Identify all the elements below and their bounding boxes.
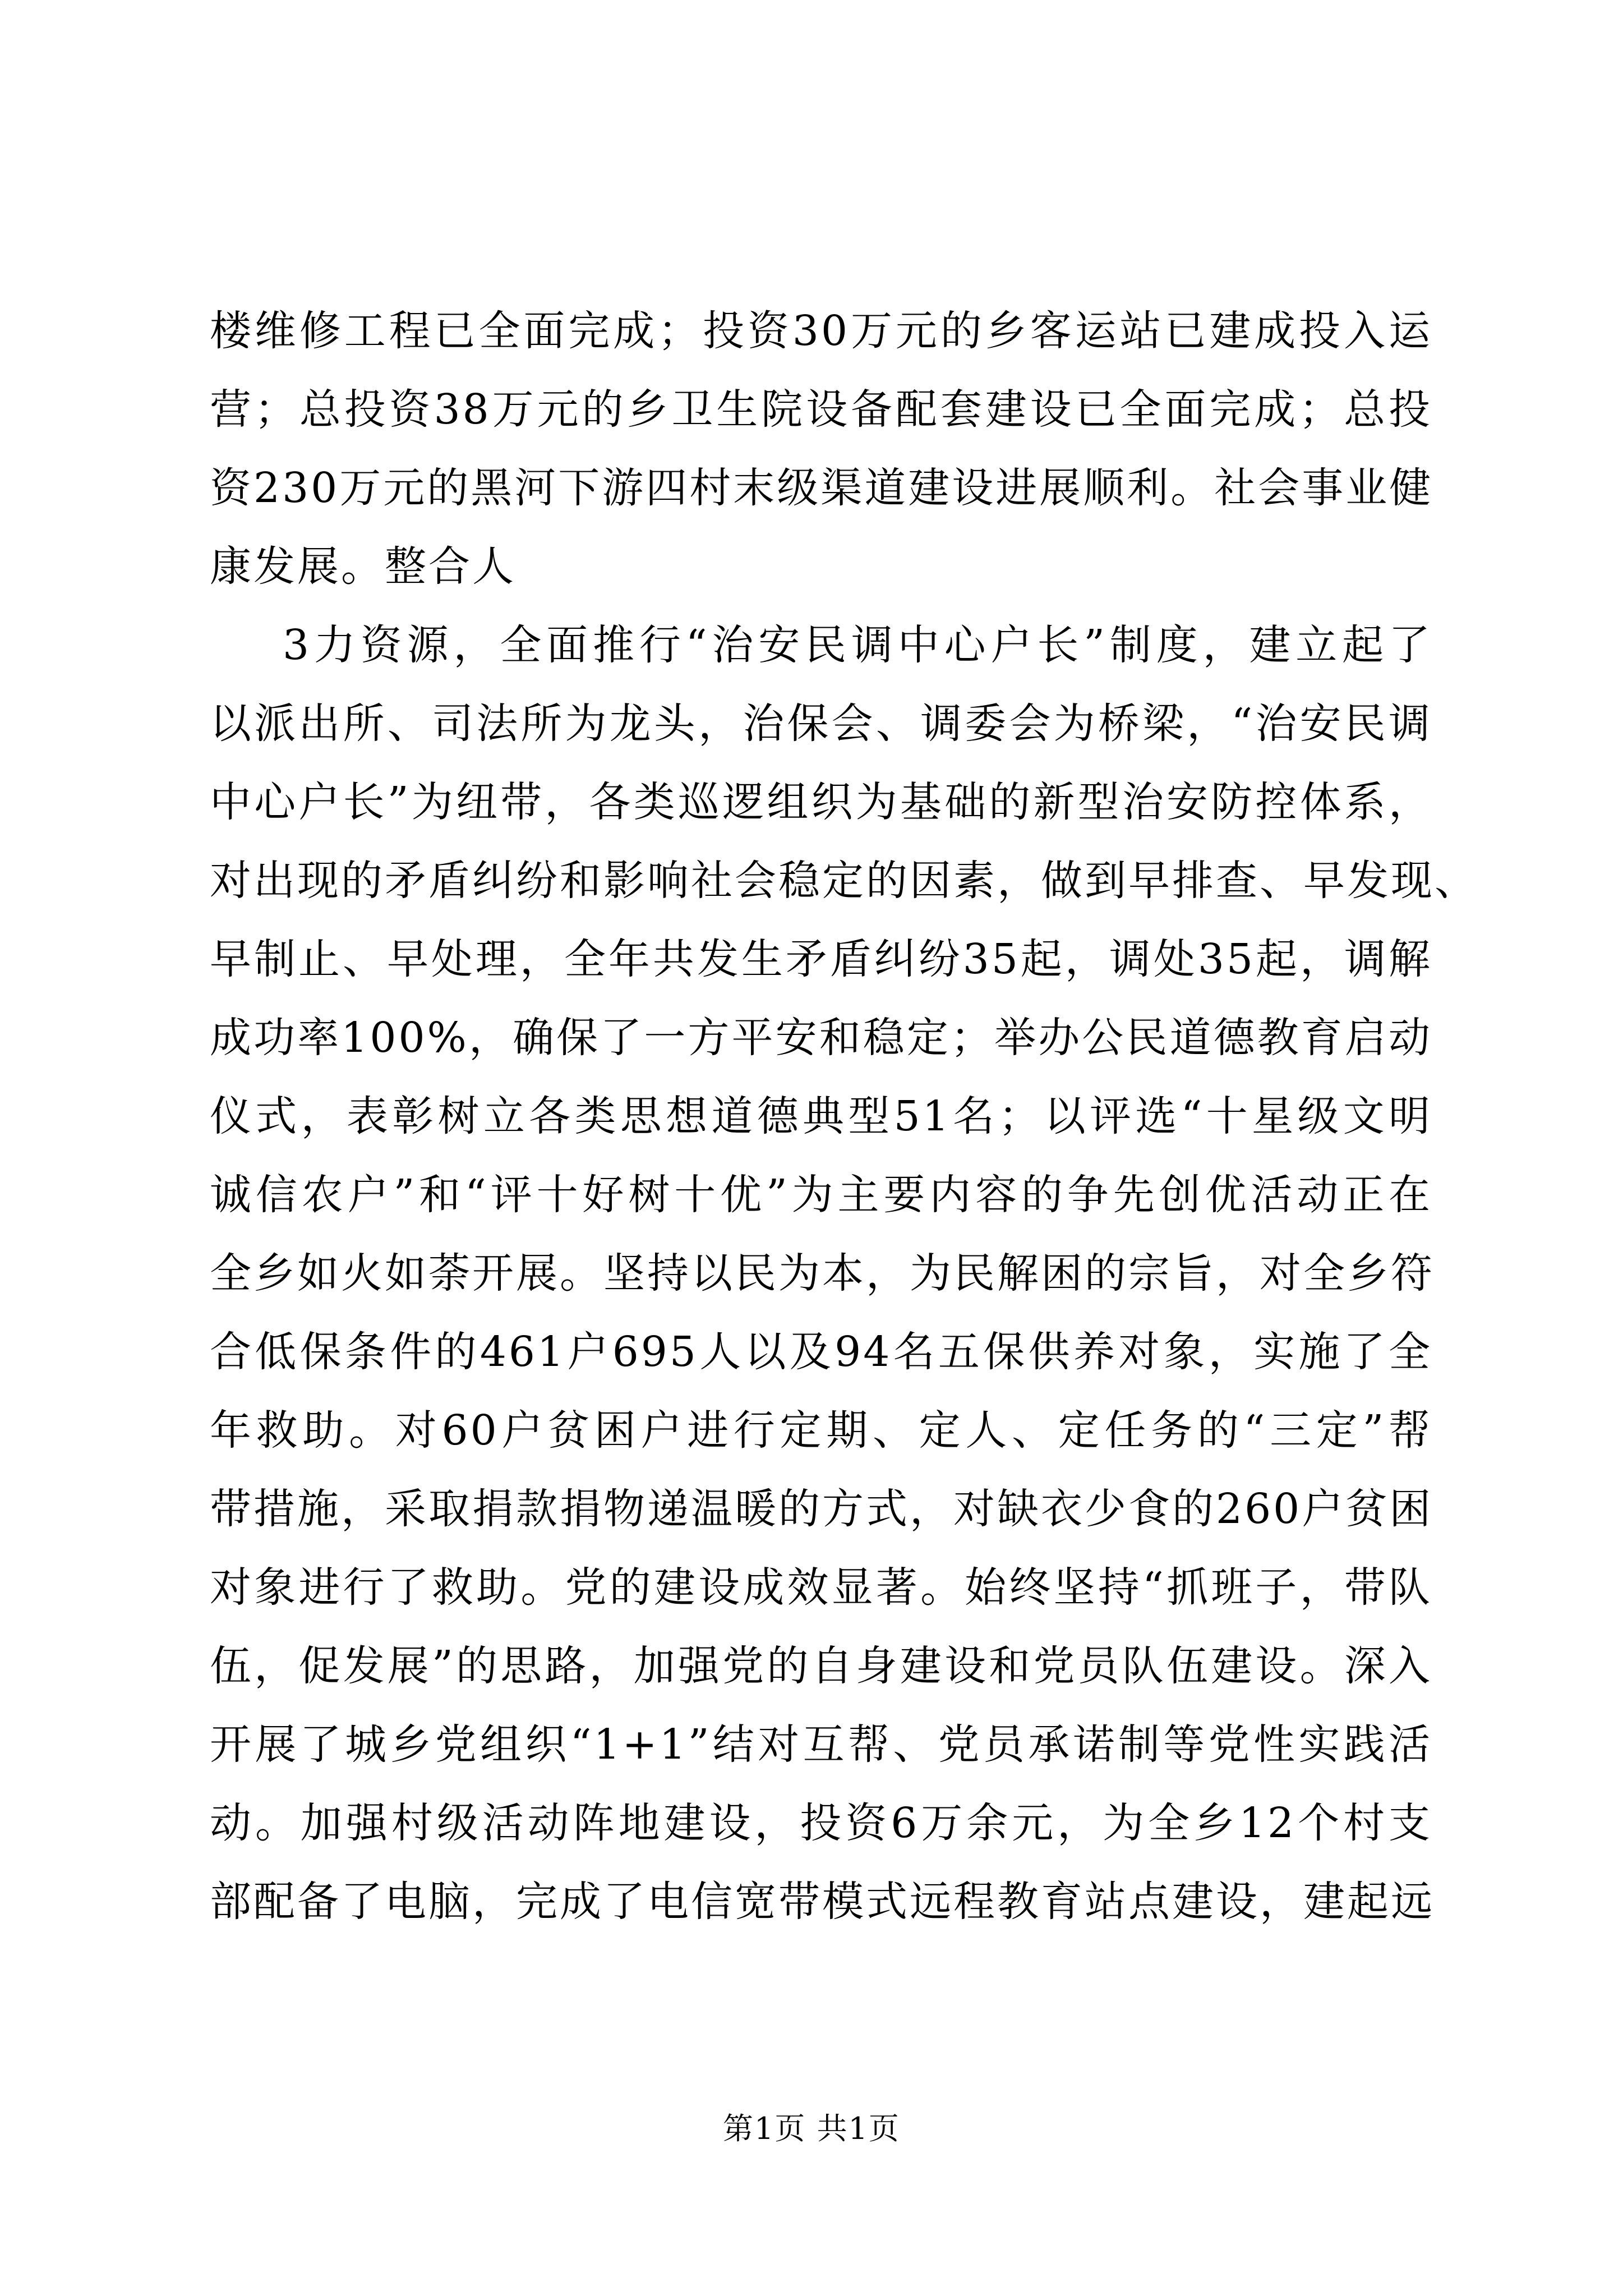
text-line: 年救助。对60户贫困户进行定期、定人、定任务的“三定”帮 (210, 1406, 1432, 1455)
page-footer (0, 2109, 1623, 2148)
text-line: 中心户长”为纽带，各类巡逻组织为基础的新型治安防控体系， (210, 778, 1432, 826)
text-line: 康发展。整合人 (210, 542, 516, 591)
text-line: 开展了城乡党组织“1+1”结对互帮、党员承诺制等党性实践活 (210, 1720, 1432, 1769)
text-line: 带措施，采取捐款捐物递温暖的方式，对缺衣少食的260户贫困 (210, 1485, 1433, 1533)
text-line: 诚信农户”和“评十好树十优”为主要内容的争先创优活动正在 (210, 1171, 1432, 1219)
text-line: 合低保条件的461户695人以及94名五保供养对象，实施了全 (210, 1328, 1432, 1376)
text-line: 对出现的矛盾纠纷和影响社会稳定的因素，做到早排查、早发现、 (210, 857, 1478, 905)
text-line: 仪式，表彰树立各类思想道德典型51名；以评选“十星级文明 (210, 1092, 1432, 1140)
paragraph-2 (210, 606, 1478, 1941)
text-line: 伍，促发展”的思路，加强党的自身建设和党员队伍建设。深入 (210, 1642, 1432, 1690)
text-line: 动。加强村级活动阵地建设，投资6万余元，为全乡12个村支 (210, 1799, 1432, 1847)
text-line: 早制止、早处理，全年共发生矛盾纠纷35起，调处35起，调解 (210, 935, 1432, 983)
text-line: 以派出所、司法所为龙头，治保会、调委会为桥梁，“治安民调 (210, 700, 1432, 748)
text-line: 资230万元的黑河下游四村末级渠道建设进展顺利。社会事业健 (210, 464, 1433, 512)
text-line: 成功率100%，确保了一方平安和稳定；举办公民道德教育启动 (210, 1014, 1432, 1062)
text-line-indented: 3力资源，全面推行“治安民调中心户长”制度，建立起了 (283, 621, 1432, 669)
text-line: 楼维修工程已全面完成；投资30万元的乡客运站已建成投入运 (210, 307, 1432, 355)
text-line: 部配备了电脑，完成了电信宽带模式远程教育站点建设，建起远 (210, 1878, 1435, 1926)
text-line: 对象进行了救助。党的建设成效显著。始终坚持“抓班子，带队 (210, 1563, 1432, 1612)
text-line: 营；总投资38万元的乡卫生院设备配套建设已全面完成；总投 (210, 385, 1432, 434)
text-line: 全乡如火如荼开展。坚持以民为本，为民解困的宗旨，对全乡符 (210, 1249, 1435, 1297)
paragraph-1 (210, 292, 1432, 606)
page-number-label: 第1页 共1页 (723, 2111, 900, 2146)
document-body (210, 292, 1478, 1941)
